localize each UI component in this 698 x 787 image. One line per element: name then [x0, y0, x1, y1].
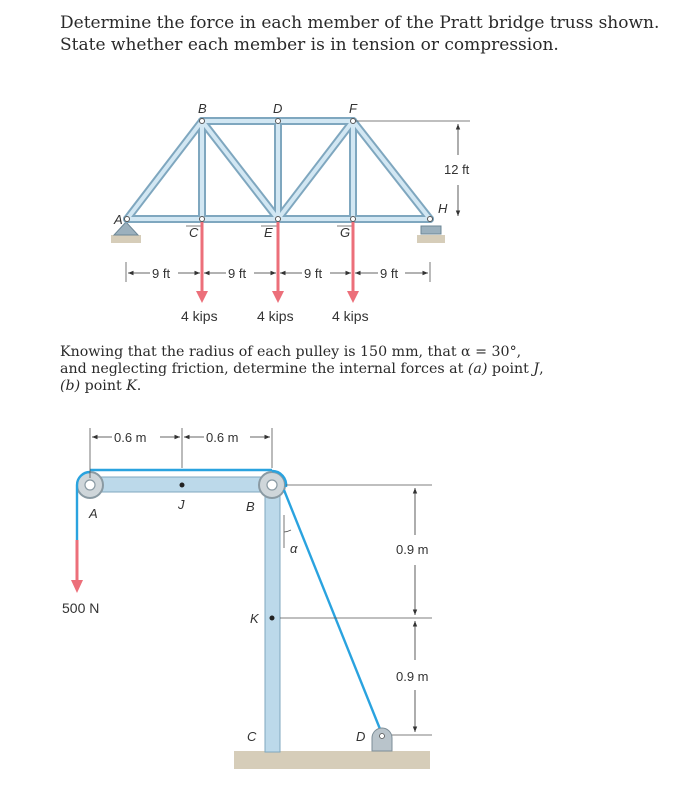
span-dimension-1: 9 ft [152, 266, 171, 281]
span-dimension-4: 9 ft [380, 266, 399, 281]
frame-vertical-post [265, 490, 280, 752]
truss-support-h-ground [417, 235, 445, 243]
load-label-e: 4 kips [257, 308, 294, 324]
truss-roller-support-h [421, 226, 441, 234]
label-point-c: C [247, 729, 257, 744]
label-point-j: J [178, 497, 185, 512]
point-j-marker [180, 483, 185, 488]
label-node-d: D [273, 101, 283, 116]
problem1-statement: Determine the force in each member of the Pratt bridge truss shown. State whether each member is in tension or compression. [60, 13, 660, 55]
label-node-f: F [349, 101, 357, 116]
point-k-marker [270, 616, 275, 621]
part-a-label: (a) [467, 361, 488, 377]
label-node-h: H [438, 201, 448, 216]
label-point-k: K [250, 611, 259, 626]
load-label-500n: 500 N [62, 600, 100, 616]
problem2-line-1: Knowing that the radius of each pulley is 150 mm, that α = 30°, [60, 344, 522, 360]
support-d [372, 728, 392, 751]
frame-ground [234, 751, 430, 769]
part-b-label: (b) [60, 378, 81, 394]
dim-top-1: 0.6 m [114, 430, 147, 445]
pin-b [200, 119, 205, 124]
pin-e [276, 217, 281, 222]
problem2-statement: Knowing that the radius of each pulley is 150 mm, that α = 30°, and neglecting friction, determine the internal forces at (a) point J, (b) point K. [60, 344, 544, 394]
pin-h [428, 217, 433, 222]
pin-f [351, 119, 356, 124]
load-label-c: 4 kips [181, 308, 218, 324]
pin-g [351, 217, 356, 222]
label-node-e: E [264, 225, 273, 240]
span-dimension-2: 9 ft [228, 266, 247, 281]
dim-top-2: 0.6 m [206, 430, 239, 445]
span-dimension-3: 9 ft [304, 266, 323, 281]
height-dimension-label: 12 ft [444, 162, 470, 177]
truss-support-a-ground [111, 235, 141, 243]
label-point-d: D [356, 729, 366, 744]
label-node-g: G [340, 225, 351, 240]
angle-alpha-label: α [290, 541, 298, 556]
label-point-b: B [246, 499, 255, 514]
dim-right-1: 0.9 m [396, 542, 429, 557]
dim-right-2: 0.9 m [396, 669, 429, 684]
label-node-c: C [189, 225, 199, 240]
label-node-a: A [114, 212, 123, 227]
label-node-b: B [198, 101, 207, 116]
label-point-a: A [89, 506, 98, 521]
pin-d [276, 119, 281, 124]
cable [77, 470, 382, 734]
pin-a [125, 217, 130, 222]
load-label-g: 4 kips [332, 308, 369, 324]
pin-c [200, 217, 205, 222]
